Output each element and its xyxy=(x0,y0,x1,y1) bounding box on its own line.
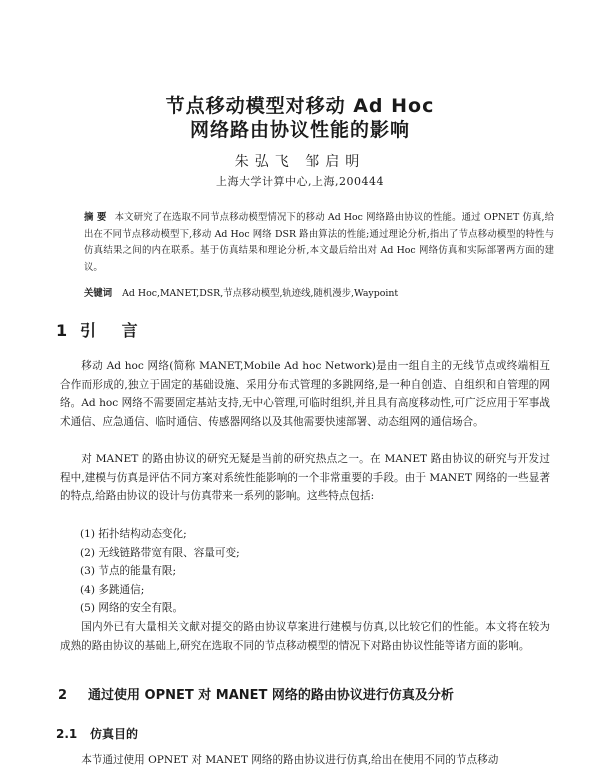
section-2-1-title: 仿真目的 xyxy=(90,727,139,741)
affiliation: 上海大学计算中心,上海,200444 xyxy=(216,175,384,188)
section-2-1-heading xyxy=(56,725,138,742)
section-2-1-paragraph: 本节通过使用 OPNET 对 MANET 网络的路由协议进行仿真,给出在使用不同的节点移动 xyxy=(81,754,499,766)
section-2-number: 2 xyxy=(58,688,68,703)
list-item: (1) 拓扑结构动态变化; xyxy=(80,528,187,540)
keywords xyxy=(84,286,554,302)
authors: 朱弘飞 邹启明 xyxy=(234,154,366,170)
section-1-heading xyxy=(56,318,148,341)
title-line-1: 节点移动模型对移动 Ad Hoc xyxy=(165,95,435,117)
abstract xyxy=(84,210,554,276)
section-2-title: 通过使用 OPNET 对 MANET 网络的路由协议进行仿真及分析 xyxy=(88,688,454,703)
section-1-number: 1 xyxy=(56,321,68,340)
keywords-label: 关键词 xyxy=(84,288,113,299)
title-line-2: 网络路由协议性能的影响 xyxy=(189,119,410,141)
list-item: (5) 网络的安全有限。 xyxy=(80,602,184,615)
keywords-text: Ad Hoc,MANET,DSR,节点移动模型,轨迹线,随机漫步,Waypoint xyxy=(122,288,399,299)
intro-paragraph-3: 国内外已有大量相关文献对提交的路由协议草案进行建模与仿真,以比较它们的性能。本文将在较为成熟的路由协议的基础上,研究在选取不同的节点移动模型的情况下对路由协议性能等诸方面的影响。 xyxy=(60,621,550,652)
abstract-label: 摘 要 xyxy=(84,212,107,223)
abstract-text: 本文研究了在选取不同节点移动模型情况下的移动 Ad Hoc 网络路由协议的性能。通过 OPNET 仿真,给出在不同节点移动模型下,移动 Ad Hoc 网络 DSR 路由算法的性能;通过理论分析,指出了节点移动模型的特性与仿真结果之间的内在联系。基于仿真结果和理论分析,本文最后给出对 Ad Hoc 网络仿真和实际部署两方面的建议。 xyxy=(84,212,554,273)
list-item: (2) 无线链路带宽有限、容量可变; xyxy=(80,546,240,559)
section-1-title: 引 言 xyxy=(80,321,148,340)
section-2-heading xyxy=(58,684,454,703)
intro-paragraph-2: 对 MANET 的路由协议的研究无疑是当前的研究热点之一。在 MANET 路由协议的研究与开发过程中,建模与仿真是评估不同方案对系统性能影响的一个非常重要的手段。由于 MANET 网络的一些显著的特点,给路由协议的设计与仿真带来一系列的影响。这些特点包括: xyxy=(60,453,550,503)
feature-list xyxy=(80,525,550,618)
intro-paragraph-1: 移动 Ad hoc 网络(简称 MANET,Mobile Ad hoc Network)是由一组自主的无线节点或终端相互合作而形成的,独立于固定的基础设施、采用分布式管理的多跳网络,是一种自创造、自组织和自管理的网络。Ad hoc 网络不需要固定基站支持,无中心管理,可临时组织,并且具有高度移动性,可广泛应用于军事战术通信、应急通信、临时通信、传感器网络以及其他需要快速部署、动态组网的通信场合。 xyxy=(60,360,550,429)
list-item: (4) 多跳通信; xyxy=(80,583,145,596)
list-item: (3) 节点的能量有限; xyxy=(80,565,177,578)
section-2-1-number: 2.1 xyxy=(56,727,78,741)
